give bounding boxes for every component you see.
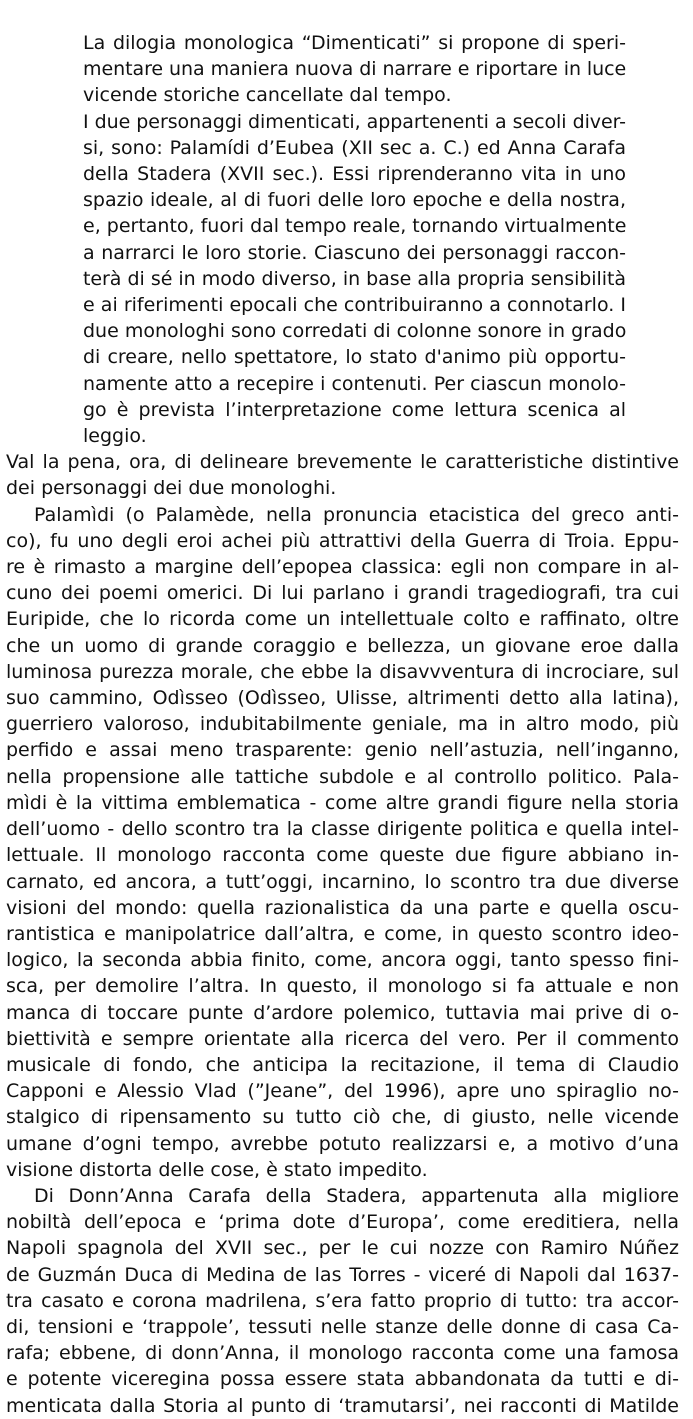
- text-line: rafa; ebbene, di donn’Anna, il monologo racconta come una famosa: [6, 1342, 679, 1365]
- text-line: I due personaggi dimenticati, appartenenti a secoli diver-: [83, 110, 626, 133]
- text-line: della Stadera (XVII sec.). Essi riprenderanno vita in uno: [83, 163, 626, 186]
- text-line: cuno dei poemi omerici. Di lui parlano i grandi tragediografi, tra cui: [6, 582, 679, 605]
- text-line: stalgico di ripensamento su tutto ciò che, di giusto, nelle vicende: [6, 1106, 679, 1129]
- text-line: umane d’ogni tempo, avrebbe potuto realizzarsi e, a motivo d’una: [6, 1132, 679, 1155]
- text-line: carnato, ed ancora, a tutt’oggi, incarnino, lo scontro tra due diverse: [6, 870, 679, 893]
- text-line: perfido e assai meno trasparente: genio nell’astuzia, nell’inganno,: [6, 739, 679, 762]
- text-line: biettività e sempre orientate alla ricerca del vero. Per il commento: [6, 1027, 679, 1050]
- quoted-introduction: [83, 30, 626, 449]
- text-line: suo cammino, Odìsseo (Odìsseo, Ulisse, altrimenti detto alla latina),: [6, 687, 679, 710]
- text-line: dei personaggi dei due monologhi.: [6, 477, 337, 500]
- text-line: visioni del mondo: quella razionalistica da una parte e quella oscu-: [6, 896, 679, 919]
- body-paragraphs: [6, 449, 679, 1419]
- text-line: che un uomo di grande coraggio e bellezza, un giovane eroe dalla: [6, 634, 679, 657]
- text-line: La dilogia monologica “Dimenticati” si propone di speri-: [83, 32, 626, 54]
- text-line: due monologhi sono corredati di colonne sonore in grado: [83, 320, 627, 343]
- text-line: si, sono: Palamídi d’Eubea (XII sec a. C.) ed Anna Carafa: [83, 136, 626, 159]
- text-line: visione distorta delle cose, è stato impedito.: [6, 1158, 428, 1181]
- text-line: namente atto a recepire i contenuti. Per ciascun monolo-: [83, 372, 626, 395]
- text-line: di creare, nello spettatore, lo stato d'animo più opportu-: [83, 346, 626, 369]
- text-line: e potente viceregina possa essere stata abbandonata da tutti e di-: [6, 1368, 679, 1391]
- text-line: rantistica e manipolatrice dall’altra, e come, in questo scontro ideo-: [6, 922, 679, 945]
- text-line: guerriero valoroso, indubitabilmente geniale, ma in altro modo, più: [6, 713, 679, 736]
- text-line: Palamìdi (o Palamède, nella pronuncia etacistica del greco anti-: [34, 503, 679, 526]
- text-line: nobiltà dell’epoca e ‘prima dote d’Europa’, come ereditiera, nella: [6, 1211, 679, 1234]
- text-line: re è rimasto a margine dell’epopea classica: egli non compare in al-: [6, 556, 679, 579]
- text-line: leggio.: [83, 425, 147, 448]
- text-line: mentare una maniera nuova di narrare e riportare in luce: [83, 58, 627, 81]
- text-line: musicale di fondo, che anticipa la recitazione, il tema di Claudio: [6, 1053, 679, 1076]
- text-line: Euripide, che lo ricorda come un intellettuale colto e raffinato, oltre: [6, 608, 679, 631]
- text-line: Di Donn’Anna Carafa della Stadera, appartenuta alla migliore: [34, 1184, 679, 1207]
- text-line: e ai riferimenti epocali che contribuiranno a connotarlo. I: [83, 294, 626, 317]
- text-line: vicende storiche cancellate dal tempo.: [83, 84, 452, 107]
- text-line: terà di sé in modo diverso, in base alla propria sensibilità: [83, 267, 626, 290]
- text-line: Napoli spagnola del XVII sec., per le cui nozze con Ramiro Núñez: [6, 1237, 679, 1260]
- text-line: luminosa purezza morale, che ebbe la disavvventura di incrociare, sul: [6, 660, 679, 683]
- text-line: go è prevista l’interpretazione come lettura scenica al: [83, 398, 626, 421]
- text-line: lettuale. Il monologo racconta come queste due figure abbiano in-: [6, 844, 679, 867]
- text-line: dell’uomo - dello scontro tra la classe dirigente politica e quella intel-: [6, 818, 679, 841]
- text-line: de Guzmán Duca di Medina de las Torres - viceré di Napoli dal 1637-: [6, 1263, 679, 1286]
- text-line: tra casato e corona madrilena, s’era fatto proprio di tutto: tra accor-: [6, 1289, 679, 1312]
- text-line: Capponi e Alessio Vlad (”Jeane”, del 1996), apre uno spiraglio no-: [6, 1080, 679, 1103]
- text-line: nella propensione alle tattiche subdole e al controllo politico. Pala-: [6, 765, 679, 788]
- text-line: di, tensioni e ‘trappole’, tessuti nelle stanze delle donne di casa Ca-: [6, 1315, 679, 1338]
- text-line: a narrarci le loro storie. Ciascuno dei personaggi raccon-: [83, 241, 626, 264]
- text-line: menticata dalla Storia al punto di ‘tramutarsi’, nei racconti di Matilde: [6, 1394, 679, 1417]
- text-line: Val la pena, ora, di delineare brevemente le caratteristiche distintive: [6, 451, 679, 474]
- text-line: e, pertanto, fuori dal tempo reale, tornando virtualmente: [83, 215, 627, 238]
- text-line: sca, per demolire l’altra. In questo, il monologo si fa attuale e non: [6, 975, 679, 998]
- text-line: manca di toccare punte d’ardore polemico, tuttavia mai prive di o-: [6, 1001, 679, 1024]
- text-line: logico, la seconda abbia finito, come, ancora oggi, tanto spesso fini-: [6, 949, 679, 972]
- text-line: co), fu uno degli eroi achei più attrattivi della Guerra di Troia. Eppu-: [6, 529, 679, 552]
- text-line: spazio ideale, al di fuori delle loro epoche e della nostra,: [83, 189, 626, 212]
- text-line: mìdi è la vittima emblematica - come altre grandi figure nella storia: [6, 791, 679, 814]
